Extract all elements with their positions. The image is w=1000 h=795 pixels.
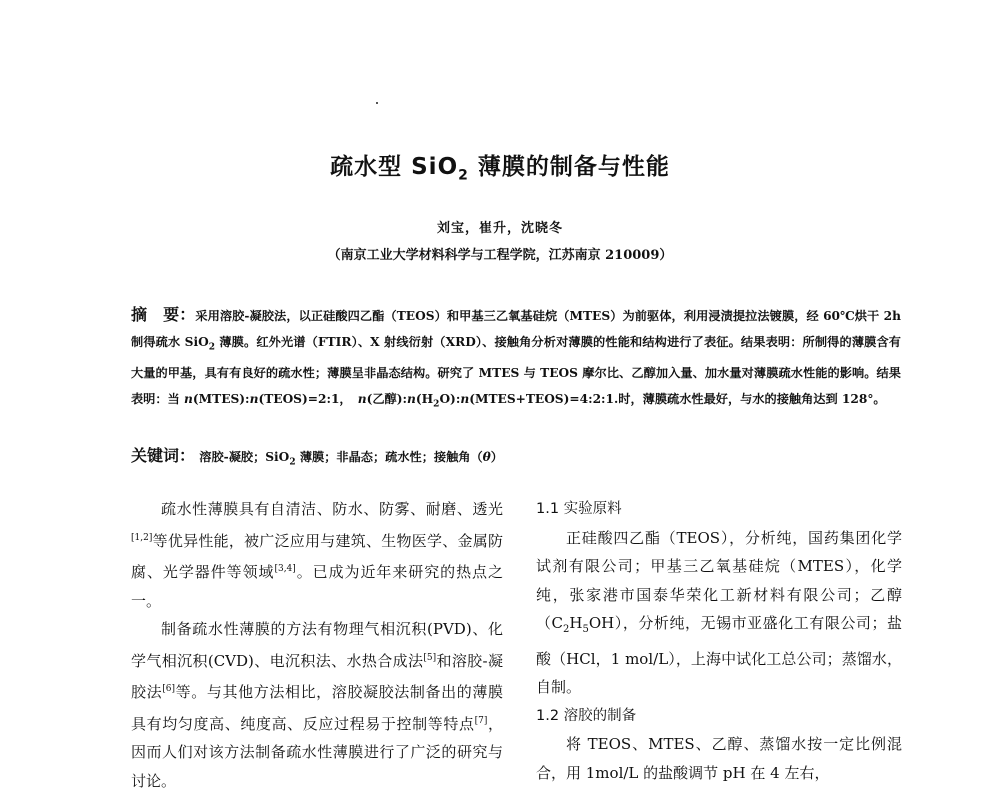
para-text: 和溶胶-凝胶法 xyxy=(131,651,503,701)
author-list: 刘宝，崔升，沈晓冬 xyxy=(436,221,563,236)
keywords-text: ） xyxy=(490,450,503,464)
intro-paragraph-2 xyxy=(131,615,503,795)
title-text-post: 薄膜的制备与性能 xyxy=(468,154,670,180)
abstract-n: n xyxy=(407,392,416,407)
para-text: OH），分析纯，无锡市亚盛化工有限公司；盐酸（HCl，1 mol/L），上海中试化工总公司；蒸馏水，自制。 xyxy=(536,614,902,696)
formula-sub: 5 xyxy=(582,624,589,635)
para-text: 。已成为近年来研究的热点之一。 xyxy=(131,563,503,610)
left-column xyxy=(131,495,503,795)
abstract-n: n xyxy=(460,392,470,407)
para-text: 等优异性能，被广泛应用与建筑、生物医学、金属防腐、光学器件等领域 xyxy=(131,531,503,581)
sol-prep-paragraph: 将 TEOS、MTES、乙醇、蒸馏水按一定比例混合，用 1mol/L 的盐酸调节 pH 在 4 左右， xyxy=(536,735,902,782)
para-text: H xyxy=(569,614,583,632)
citation: [5] xyxy=(423,652,437,663)
section-heading-1-2: 1.2 溶胶的制备 xyxy=(536,707,637,724)
title-subscript: 2 xyxy=(458,167,469,184)
citation: [3,4] xyxy=(274,564,296,574)
abstract-sub: 2 xyxy=(208,342,215,353)
abstract-text: 薄膜。红外光谱（FTIR）、X 射线衍射（XRD）、接触角分析对薄膜的性能和结构进行了表征。结果表明：所制得的薄膜含有大量的甲基，具有有良好的疏水性；薄膜呈非晶态结构。研究了 MTES 与 TEOS 摩尔比、乙醇加入量、加水量对薄膜疏水性能的影响。结果表明：当 xyxy=(131,335,901,407)
abstract-text: (MTES+TEOS)=4:2:1.时，薄膜疏水性最好，与水的接触角达到 128°。 xyxy=(469,392,886,407)
para-text: ，因而人们对该方法制备疏水性薄膜进行了广泛的研究与讨论。 xyxy=(131,714,503,790)
abstract-n: n xyxy=(357,392,367,407)
formula-sub: 2 xyxy=(563,624,570,635)
abstract-n: n xyxy=(184,392,193,407)
para-text: 正硅酸四乙酯（TEOS），分析纯，国药集团化学试剂有限公司；甲基三乙氧基硅烷（MTES），化学纯，张家港市国泰华荣化工新材料有限公司；乙醇（C xyxy=(536,528,902,632)
keywords-text: 溶胶-凝胶；SiO xyxy=(195,450,290,464)
para-text: 疏水性薄膜具有自清洁、防水、防雾、耐磨、透光 xyxy=(161,500,503,518)
abstract-text: (TEOS)=2:1， xyxy=(258,392,358,407)
materials-paragraph xyxy=(536,524,902,702)
abstract-text: (乙醇): xyxy=(366,392,407,407)
abstract-sub: 2 xyxy=(433,399,440,410)
keywords-sub: 2 xyxy=(289,457,296,468)
para-text: 制备疏水性薄膜的方法有物理气相沉积(PVD)、化学气相沉积(CVD)、电沉积法、水热合成法 xyxy=(131,620,503,670)
abstract-n: n xyxy=(249,392,259,407)
intro-paragraph-1 xyxy=(131,495,503,615)
theta-symbol: θ xyxy=(482,450,491,464)
citation: [6] xyxy=(162,684,175,694)
abstract-text: O): xyxy=(439,392,461,407)
abstract-text: 采用溶胶-凝胶法，以正硅酸四乙酯（TEOS）和甲基三乙氧基硅烷（MTES）为前驱体，利用浸渍提拉法镀膜，经 60℃烘干 2h 制得疏水 SiO xyxy=(131,309,901,349)
keywords-label: 关键词： xyxy=(131,446,196,465)
section-heading-1-1: 1.1 实验原料 xyxy=(536,501,622,517)
abstract-text: (H xyxy=(415,392,434,407)
right-column xyxy=(536,495,902,787)
para-text: 等。与其他方法相比，溶胶凝胶法制备出的薄膜具有均匀度高、纯度高、反应过程易于控制等特点 xyxy=(131,683,503,733)
abstract-text: (MTES): xyxy=(192,392,250,407)
abstract-label: 摘 要： xyxy=(131,305,196,324)
title-text-pre: 疏水型 SiO xyxy=(330,154,459,180)
citation: [1,2] xyxy=(131,532,153,543)
citation: [7] xyxy=(474,715,488,726)
keywords-text: 薄膜；非晶态；疏水性；接触角（ xyxy=(295,450,483,464)
affiliation: （南京工业大学材料科学与工程学院，江苏南京 210009） xyxy=(327,248,673,263)
